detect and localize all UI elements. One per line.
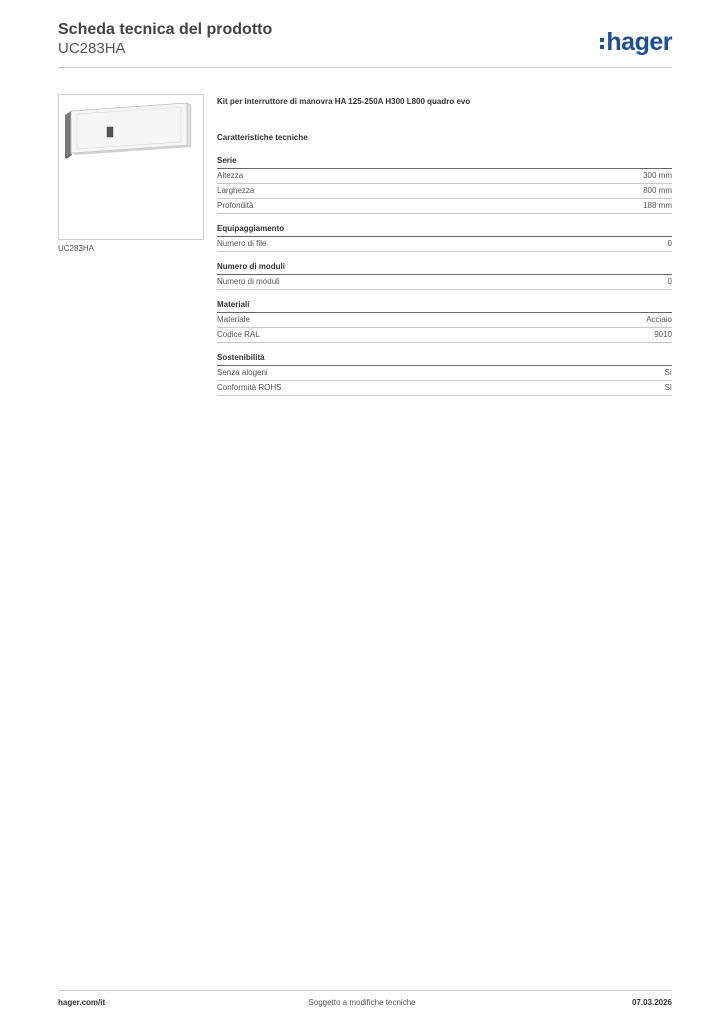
spec-label: Numero di file bbox=[217, 239, 267, 248]
footer-note: Soggetto a modifiche tecniche bbox=[308, 998, 416, 1007]
hager-logo bbox=[600, 28, 672, 57]
spec-value: 188 mm bbox=[643, 201, 672, 210]
spec-label: Larghezza bbox=[217, 186, 255, 195]
spec-value: Sì bbox=[664, 383, 672, 392]
product-image bbox=[58, 94, 204, 240]
section-serie bbox=[217, 156, 672, 214]
section-materiali bbox=[217, 300, 672, 343]
section-title: Equipaggiamento bbox=[217, 224, 672, 237]
image-caption: UC283HA bbox=[58, 244, 95, 253]
spec-label: Codice RAL bbox=[217, 330, 260, 339]
spec-label: Profondità bbox=[217, 201, 254, 210]
spec-value: 9010 bbox=[654, 330, 672, 339]
spec-row bbox=[217, 237, 672, 252]
product-description: Kit per interruttore di manovra HA 125-250A H300 L800 quadro evo bbox=[217, 97, 471, 106]
footer-website: hager.com/it bbox=[58, 998, 106, 1007]
spec-label: Senza alogeni bbox=[217, 368, 268, 377]
header-divider bbox=[58, 67, 672, 68]
spec-row bbox=[217, 184, 672, 199]
spec-row bbox=[217, 366, 672, 381]
section-title: Materiali bbox=[217, 300, 672, 313]
page-title: Scheda tecnica del prodotto bbox=[58, 21, 273, 38]
section-sostenibilita bbox=[217, 353, 672, 396]
footer-divider bbox=[58, 990, 672, 991]
logo-text: hager bbox=[606, 28, 672, 56]
product-details bbox=[217, 97, 672, 406]
logo-dots-icon bbox=[600, 35, 604, 52]
section-title: Numero di moduli bbox=[217, 262, 672, 275]
spec-label: Altezza bbox=[217, 171, 244, 180]
spec-row bbox=[217, 328, 672, 343]
spec-row bbox=[217, 275, 672, 290]
spec-label: Numero di moduli bbox=[217, 277, 280, 286]
product-enclosure-image bbox=[59, 95, 203, 239]
spec-value: 0 bbox=[667, 277, 672, 286]
spec-row bbox=[217, 313, 672, 328]
spec-value: 0 bbox=[667, 239, 672, 248]
spec-row bbox=[217, 381, 672, 396]
section-numero-moduli bbox=[217, 262, 672, 290]
tech-characteristics-title: Caratteristiche tecniche bbox=[217, 133, 308, 142]
spec-row bbox=[217, 169, 672, 184]
spec-value: Acciaio bbox=[646, 315, 672, 324]
spec-label: Materiale bbox=[217, 315, 250, 324]
spec-value: 300 mm bbox=[643, 171, 672, 180]
section-title: Serie bbox=[217, 156, 672, 169]
section-equipaggiamento bbox=[217, 224, 672, 252]
spec-value: 800 mm bbox=[643, 186, 672, 195]
section-title: Sostenibilità bbox=[217, 353, 672, 366]
product-code: UC283HA bbox=[58, 40, 126, 57]
spec-value: Sì bbox=[664, 368, 672, 377]
footer-date: 07.03.2026 bbox=[631, 998, 672, 1007]
spec-label: Conformità ROHS bbox=[217, 383, 282, 392]
spec-row bbox=[217, 199, 672, 214]
